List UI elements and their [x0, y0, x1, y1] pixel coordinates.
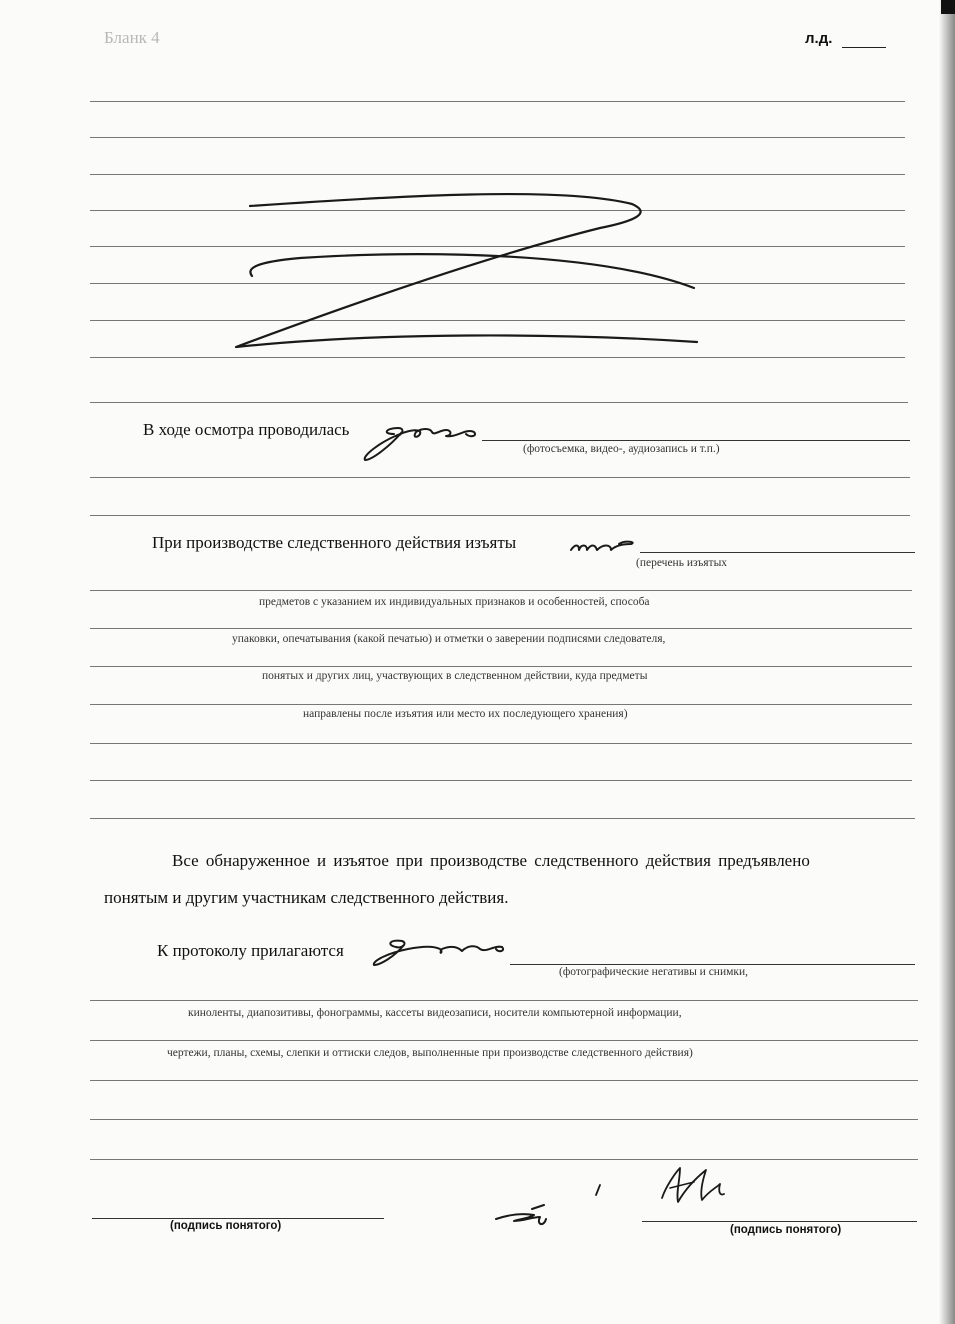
ruled-line — [90, 704, 912, 705]
ruled-line — [90, 818, 915, 819]
seized-section-label: При производстве следственного действия изъяты — [152, 533, 517, 552]
ruled-line — [90, 477, 910, 478]
seized-caption-3: упаковки, опечатывания (какой печатью) и отметки о заверении подписями следователя, — [232, 633, 666, 645]
attachments-caption-2: киноленты, диапозитивы, фонограммы, кассеты видеозаписи, носители компьютерной информации, — [188, 1007, 682, 1019]
attachments-section-label: К протоколу прилагаются — [157, 941, 344, 960]
ruled-line — [90, 1000, 918, 1001]
photo-section-label: В ходе осмотра проводилась — [143, 420, 350, 439]
handwritten-seized-value — [565, 530, 645, 560]
ruled-line — [90, 1080, 918, 1081]
ruled-line — [90, 628, 912, 629]
seized-caption-4: понятых и других лиц, участвующих в следственном действии, куда предметы — [262, 670, 648, 682]
attachments-caption-3: чертежи, планы, схемы, слепки и оттиски следов, выполненные при производстве следственного действия) — [167, 1047, 693, 1059]
ruled-line — [90, 666, 912, 667]
z-strikethrough-mark — [0, 0, 955, 400]
photo-section-caption: (фотосъемка, видео-, аудиозапись и т.п.) — [523, 443, 720, 455]
statement-line-1: Все обнаруженное и изъятое при производстве следственного действия предъявлено — [172, 851, 810, 870]
ruled-line — [90, 1119, 918, 1120]
seized-caption-1: (перечень изъятых — [636, 557, 728, 569]
form-label: Бланк 4 — [104, 28, 160, 47]
ruled-line — [90, 1159, 918, 1160]
witness-right-label: (подпись понятого) — [730, 1224, 842, 1236]
witness-left-label: (подпись понятого) — [170, 1220, 282, 1232]
photo-section-line — [482, 440, 910, 441]
ruled-line — [90, 1040, 918, 1041]
signature-line-right — [642, 1221, 917, 1222]
seized-section-line — [640, 552, 915, 553]
case-sheet-label-text: л.д. — [805, 30, 833, 47]
seized-caption-5: направлены после изъятия или место их последующего хранения) — [303, 708, 628, 720]
attachments-section-line — [510, 964, 915, 965]
ruled-line — [90, 402, 908, 403]
witness-signature-right — [640, 1160, 760, 1220]
ruled-line — [90, 590, 912, 591]
handwritten-photo-value — [360, 408, 490, 468]
signature-line-left — [92, 1218, 384, 1219]
statement-line-2: понятым и другим участникам следственного действия. — [104, 888, 509, 907]
ruled-line — [90, 515, 910, 516]
handwritten-attachments-value — [368, 935, 518, 975]
attachments-caption-1: (фотографические негативы и снимки, — [559, 966, 749, 978]
ruled-line — [90, 743, 912, 744]
ruled-line — [90, 780, 912, 781]
witness-signature-middle — [488, 1175, 628, 1235]
seized-caption-2: предметов с указанием их индивидуальных признаков и особенностей, способа — [259, 596, 650, 608]
